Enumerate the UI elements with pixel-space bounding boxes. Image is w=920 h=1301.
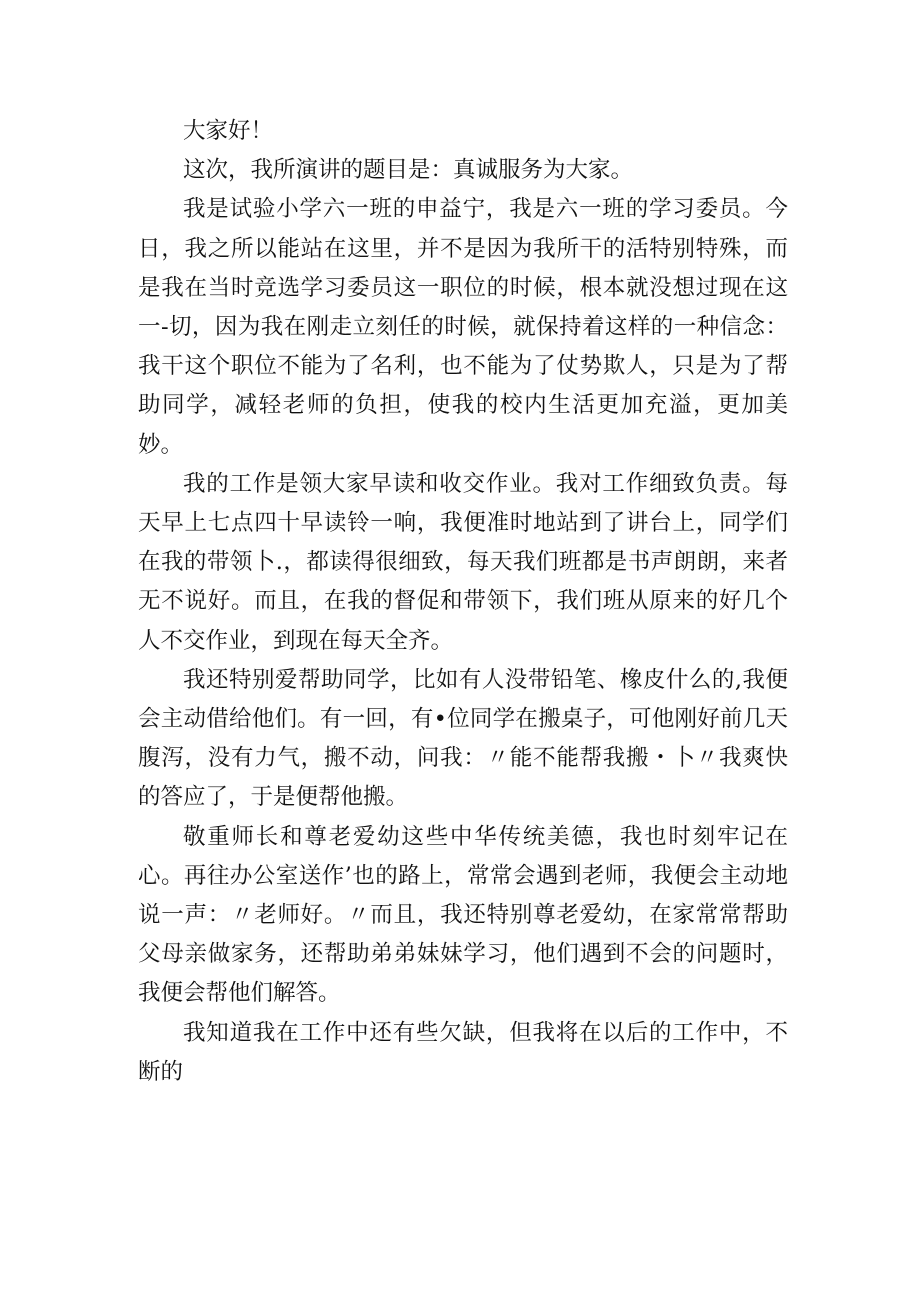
closing-paragraph: 我知道我在工作中还有些欠缺，但我将在以后的工作中，不断的: [138, 1019, 788, 1085]
speech-text: [138, 112, 788, 1092]
helping-classmates-paragraph: 我还特别爱帮助同学，比如有人没带铅笔、橡皮什么的,我便会主动借给他们。有一回，有•位同学在搬桌子，可他刚好前几天腹泻，没有力气，搬不动，问我：〃能不能帮我搬・卜〃我爽快的答应了，于是便帮他搬。: [138, 666, 788, 811]
work-duties-paragraph: 我的工作是领大家早读和收交作业。我对工作细致负责。每天早上七点四十早读铃一响，我便准时地站到了讲台上，同学们在我的带领卜.，都读得很细致，每天我们班都是书声朗朗，来者无不说好。而且，在我的督促和带领下，我们班从原来的好几个人不交作业，到现在每天全齐。: [138, 470, 788, 654]
topic-paragraph: 这次，我所演讲的题目是：真诚服务为大家。: [183, 157, 634, 184]
greeting-paragraph: 大家好！: [183, 118, 274, 144]
respect-elders-paragraph: 敬重师长和尊老爱幼这些中华传统美德，我也时刻牢记在心。再往办公室送作’也的路上，常常会遇到老师，我便会主动地说一声：〃老师好。〃而且，我还特别尊老爱幼，在家常常帮助父母亲做家务，还帮助弟弟妹妹学习，他们遇到不会的问题时，我便会帮他们解答。: [138, 823, 788, 1007]
introduction-paragraph: 我是试验小学六一班的申益宁，我是六一班的学习委员。今日，我之所以能站在这里，并不是因为我所干的活特别特殊，而是我在当时竞选学习委员这一职位的时候，根本就没想过现在这一-切，因为我在刚走立刻任的时候，就保持着这样的一种信念：我干这个职位不能为了名利，也不能为了仗势欺人，只是为了帮助同学，减轻老师的负担，使我的校内生活更加充溢，更加美妙。: [138, 196, 788, 458]
